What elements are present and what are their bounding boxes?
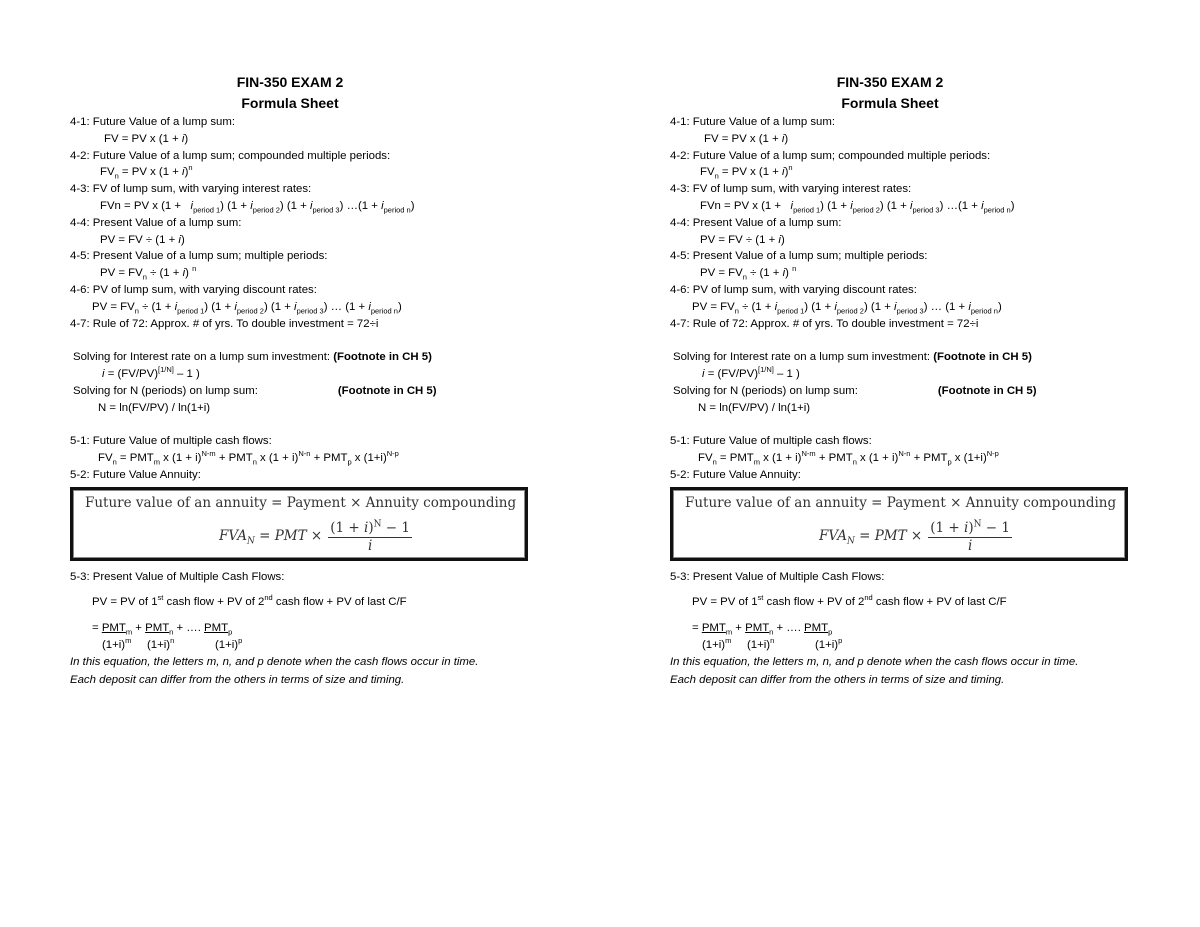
formula-4-6-equation: PV = $FV_n \div (1 + i_{period 1}) (1 + i_{period 2}) (1 + i_{period 3})$ … $(1 + i_{period n})$ (92, 300, 402, 316)
formula-4-6-equation: PV = $FV_n \div (1 + i_{period 1}) (1 + i_{period 2}) (1 + i_{period 3})$ … $(1 + i_{period n})$ (692, 300, 1002, 316)
formula-4-1-equation: FV = PV x (1 + i) (104, 132, 189, 145)
nper-label: Solving for N (periods) on lump sum: (Footnote in CH 5) (673, 384, 1037, 397)
sheet-subtitle: Formula Sheet (841, 95, 939, 111)
formula-4-4-equation: PV = FV ÷ (1 + i) (100, 233, 185, 246)
right-page (600, 0, 1200, 927)
interest-rate-label: Solving for Interest rate on a lump sum investment: (Footnote in CH 5) (73, 351, 432, 364)
note-timing: In this equation, the letters m, n, and p denote when the cash flows occur in time. (70, 655, 479, 668)
formula-4-3-equation: FVn = PV x $(1 + i_{period 1})$ $(1 + i_{period 2})$ $(1 + i_{period 3})$ …(1 + $i_{period n}$) (700, 199, 1015, 215)
formula-5-3-denominators: $(1+i)^m$ $(1+i)^n$ $(1+i)^p$ (702, 636, 843, 651)
formula-5-1-label: 5-1: Future Value of multiple cash flows: (70, 435, 272, 448)
formula-sheet (670, 72, 1140, 688)
formula-5-3-equation: PV = PV of 1st cash flow + PV of 2nd cash flow + PV of last C/F (692, 593, 1007, 609)
formula-5-2-label: 5-2: Future Value Annuity: (70, 468, 201, 481)
nper-equation: N = ln(FV/PV) / ln(1+i) (698, 401, 811, 414)
formula-5-3-denominators: $(1+i)^m$ $(1+i)^n$ $(1+i)^p$ (102, 636, 243, 651)
formula-4-1-label: 4-1: Future Value of a lump sum: (70, 116, 236, 128)
formula-4-4-equation: PV = FV ÷ (1 + i) (700, 233, 785, 246)
sheet-title: FIN-350 EXAM 2 (836, 74, 944, 90)
formula-4-3-label: 4-3: FV of lump sum, with varying interest rates: (670, 183, 912, 196)
nper-label: Solving for N (periods) on lump sum: (Footnote in CH 5) (73, 384, 437, 397)
formula-4-4-label: 4-4: Present Value of a lump sum: (70, 216, 242, 229)
sheet-subtitle: Formula Sheet (241, 95, 339, 111)
formula-5-1-label: 5-1: Future Value of multiple cash flows: (670, 435, 872, 448)
formula-4-5-equation: PV = $FV_n \div (1 + i)$ $^n$ (700, 264, 797, 282)
annuity-formula-box (70, 487, 528, 561)
formula-4-7: 4-7: Rule of 72: Approx. # of yrs. To double investment = 72÷i (70, 317, 379, 330)
annuity-formula-box (670, 487, 1128, 561)
note-deposit: Each deposit can differ from the others in terms of size and timing. (670, 673, 1005, 686)
nper-equation: N = ln(FV/PV) / ln(1+i) (98, 401, 211, 414)
formula-sheet (70, 72, 540, 688)
formula-4-1-label: 4-1: Future Value of a lump sum: (670, 116, 836, 128)
formula-4-1-equation: FV = PV x (1 + i) (704, 132, 789, 145)
formula-4-3-label: 4-3: FV of lump sum, with varying interest rates: (70, 183, 312, 196)
formula-4-2-equation: $FV_n$ = PV x $(1 + i)^n$ (700, 163, 793, 181)
interest-rate-equation: i = (FV/PV)[1/N] – 1 ) (702, 365, 800, 380)
formula-5-1-equation: $FV_n = PMT_m$ x $(1 + i)^{N-m} + PMT_n$ x $(1 + i)^{N-n} + PMT_p$ x $(1+i)^{N-p}$ (98, 449, 399, 467)
formula-4-2-equation: $FV_n$ = PV x $(1 + i)^n$ (100, 163, 193, 181)
interest-rate-equation: i = (FV/PV)[1/N] – 1 ) (102, 365, 200, 380)
annuity-formula-equation: $FVA_N$ = PMT × $\frac{(1 + i)^N - 1}{i}$ (219, 519, 410, 554)
formula-4-5-label: 4-5: Present Value of a lump sum; multiple periods: (70, 250, 328, 263)
annuity-formula-text: Future value of an annuity = Payment × Annuity compounding (85, 494, 517, 511)
interest-rate-label: Solving for Interest rate on a lump sum investment: (Footnote in CH 5) (673, 351, 1032, 364)
annuity-formula-text: Future value of an annuity = Payment × Annuity compounding (685, 494, 1117, 511)
formula-5-3-pmt-line: = $PMT_m + PMT_n$ + …. $PMT_p$ (92, 622, 233, 637)
formula-4-5-equation: PV = $FV_n \div (1 + i)$ $^n$ (100, 264, 197, 282)
formula-5-3-label: 5-3: Present Value of Multiple Cash Flows: (70, 570, 285, 583)
formula-5-1-equation: $FV_n = PMT_m$ x $(1 + i)^{N-m} + PMT_n$ x $(1 + i)^{N-n} + PMT_p$ x $(1+i)^{N-p}$ (698, 449, 999, 467)
formula-4-6-label: 4-6: PV of lump sum, with varying discount rates: (70, 283, 317, 296)
formula-4-2-label: 4-2: Future Value of a lump sum; compounded multiple periods: (70, 149, 391, 162)
annuity-formula-equation: $FVA_N$ = PMT × $\frac{(1 + i)^N - 1}{i}$ (819, 519, 1010, 554)
formula-4-7: 4-7: Rule of 72: Approx. # of yrs. To double investment = 72÷i (670, 317, 979, 330)
formula-4-4-label: 4-4: Present Value of a lump sum: (670, 216, 842, 229)
formula-4-5-label: 4-5: Present Value of a lump sum; multiple periods: (670, 250, 928, 263)
note-deposit: Each deposit can differ from the others in terms of size and timing. (70, 673, 405, 686)
formula-5-3-label: 5-3: Present Value of Multiple Cash Flows: (670, 570, 885, 583)
note-timing: In this equation, the letters m, n, and p denote when the cash flows occur in time. (670, 655, 1079, 668)
formula-4-3-equation: FVn = PV x $(1 + i_{period 1})$ $(1 + i_{period 2})$ $(1 + i_{period 3})$ …(1 + $i_{period n}$) (100, 199, 415, 215)
formula-5-2-label: 5-2: Future Value Annuity: (670, 468, 801, 481)
formula-4-6-label: 4-6: PV of lump sum, with varying discount rates: (670, 283, 917, 296)
sheet-title: FIN-350 EXAM 2 (236, 74, 344, 90)
formula-5-3-pmt-line: = $PMT_m + PMT_n$ + …. $PMT_p$ (692, 622, 833, 637)
formula-5-3-equation: PV = PV of 1st cash flow + PV of 2nd cash flow + PV of last C/F (92, 593, 407, 609)
formula-4-2-label: 4-2: Future Value of a lump sum; compounded multiple periods: (670, 149, 991, 162)
